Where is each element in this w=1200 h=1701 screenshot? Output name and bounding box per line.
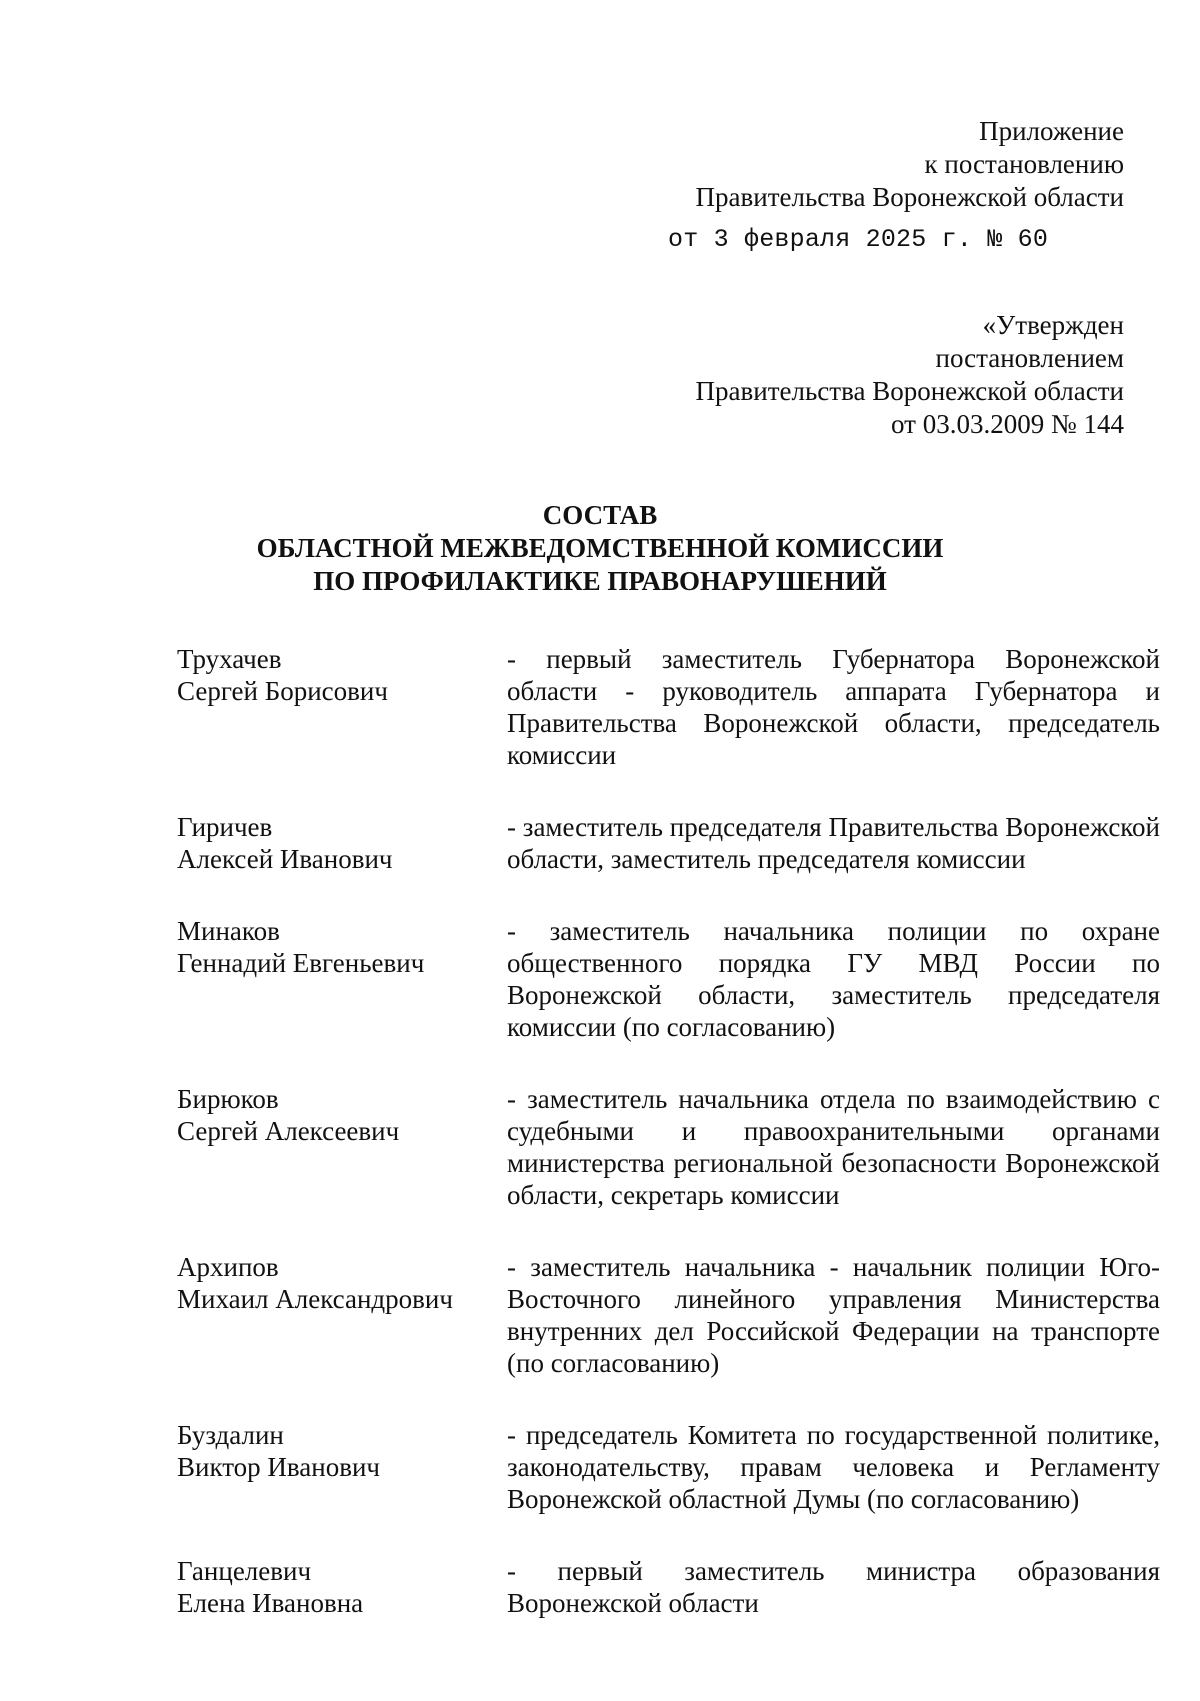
member-given-names: Елена Ивановна [177,1588,364,1618]
member-name [177,1251,507,1379]
member-name [177,811,507,875]
appendix-line-3: Правительства Воронежской области [695,182,1124,212]
member-name [177,915,507,1043]
member-name [177,1083,507,1211]
member-surname: Трухачев [177,644,282,674]
member-given-names: Алексей Иванович [177,844,393,874]
member-surname: Гиричев [177,812,273,842]
title-line-3: ПО ПРОФИЛАКТИКЕ ПРАВОНАРУШЕНИЙ [313,566,887,596]
title-line-1: СОСТАВ [542,500,658,530]
appendix-date-number: от 3 февраля 2025 г. № 60 [668,225,1049,254]
member-given-names: Геннадий Евгеньевич [177,948,425,978]
member-role: - заместитель начальника полиции по охране общественного порядка ГУ МВД России по Воронежской области, заместитель председателя комиссии (по согласованию) [507,916,1160,1042]
member-row [177,1419,1160,1515]
member-row [177,1083,1160,1211]
approved-line-3: Правительства Воронежской области [695,376,1124,406]
member-name [177,1555,507,1619]
member-row [177,643,1160,771]
member-surname: Ганцелевич [177,1556,312,1586]
member-surname: Буздалин [177,1420,284,1450]
members-list [177,643,1160,1619]
member-surname: Бирюков [177,1084,279,1114]
member-surname: Минаков [177,916,280,946]
member-role: - заместитель начальника отдела по взаимодействию с судебными и правоохранительными органами министерства региональной безопасности Воронежской области, секретарь комиссии [507,1084,1160,1210]
approved-header [696,309,1124,441]
member-role: - заместитель начальника - начальник полиции Юго-Восточного линейного управления Министерства внутренних дел Российской Федерации на транспорте (по согласованию) [507,1252,1160,1378]
member-surname: Архипов [177,1252,279,1282]
approved-line-2: постановлением [935,343,1124,373]
member-role: - первый заместитель Губернатора Воронежской области - руководитель аппарата Губернатора и Правительства Воронежской области, председатель комиссии [507,644,1160,770]
appendix-line-2: к постановлению [924,149,1124,179]
title-line-2: ОБЛАСТНОЙ МЕЖВЕДОМСТВЕННОЙ КОМИССИИ [256,533,944,563]
member-role: - первый заместитель министра образования Воронежской области [507,1556,1160,1618]
approved-line-1: «Утвержден [982,310,1124,340]
appendix-header [696,115,1124,214]
member-row [177,915,1160,1043]
member-row [177,811,1160,875]
member-given-names: Виктор Иванович [177,1452,381,1482]
member-row [177,1251,1160,1379]
member-role: - председатель Комитета по государственной политике, законодательству, правам человека и Регламенту Воронежской областной Думы (по согласованию) [507,1420,1160,1514]
appendix-line-1: Приложение [979,116,1124,146]
member-name [177,643,507,771]
member-role: - заместитель председателя Правительства Воронежской области, заместитель председателя комиссии [507,812,1160,874]
member-name [177,1419,507,1515]
approved-line-4: от 03.03.2009 № 144 [891,409,1124,439]
member-given-names: Сергей Алексеевич [177,1116,400,1146]
member-given-names: Михаил Александрович [177,1284,453,1314]
document-title [0,499,1200,598]
member-row [177,1555,1160,1619]
member-given-names: Сергей Борисович [177,676,388,706]
